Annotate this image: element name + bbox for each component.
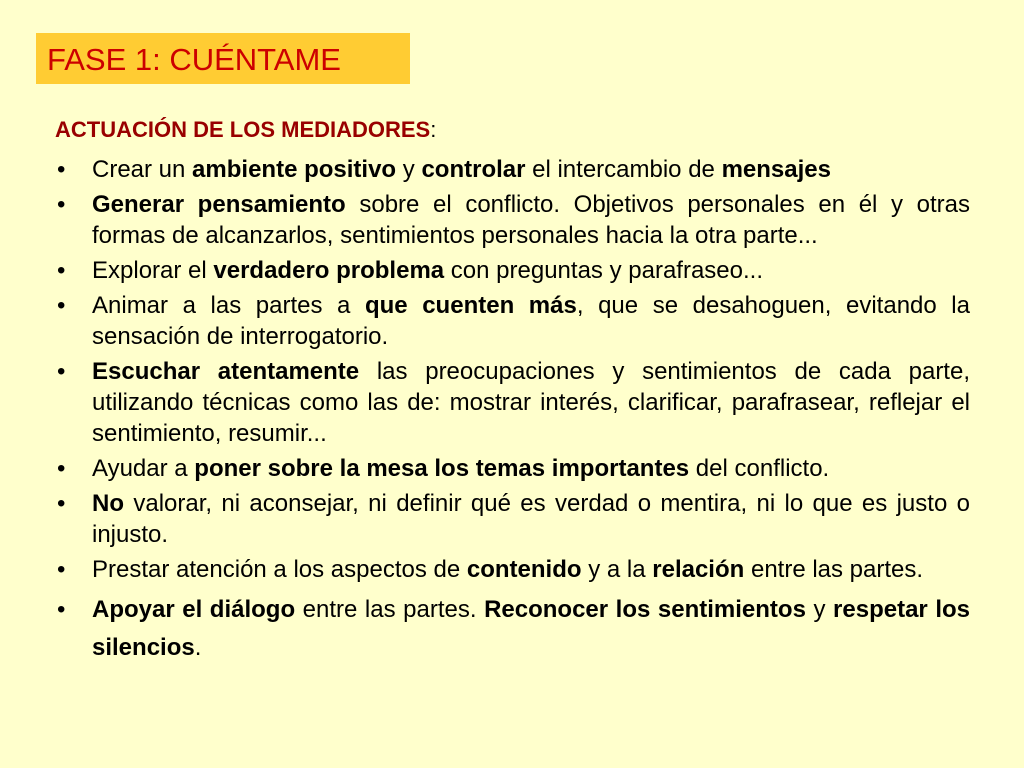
bullet-list xyxy=(55,154,970,671)
list-item xyxy=(55,255,970,286)
text: el intercambio de xyxy=(525,156,722,183)
bullet-marker: • xyxy=(57,596,66,623)
section-heading-colon: : xyxy=(430,117,437,142)
bold-text: ambiente positivo xyxy=(192,156,397,183)
bold-text: mensajes xyxy=(721,156,831,183)
section-heading-text: ACTUACIÓN DE LOS MEDIADORES xyxy=(55,117,431,142)
bullet-marker: • xyxy=(57,556,66,583)
list-item xyxy=(55,554,970,585)
text: y a la xyxy=(581,556,653,583)
bold-text: poner sobre la mesa los temas importantes xyxy=(194,455,690,482)
bold-text: contenido xyxy=(466,556,582,583)
section-heading xyxy=(55,117,436,143)
text: entre las partes. xyxy=(744,556,924,583)
text: . xyxy=(194,634,202,661)
text: y xyxy=(805,596,834,623)
text: las preocupaciones y sentimientos de cada parte, utilizando técnicas como las de: mostrar interés, clarificar, parafrasear, reflejar el sentimiento, resumir... xyxy=(92,358,970,447)
text: valorar, ni aconsejar, ni definir qué es verdad o mentira, ni lo que es justo o injusto. xyxy=(92,490,970,548)
bullet-marker: • xyxy=(57,455,66,482)
bold-text: Reconocer los sentimientos xyxy=(484,596,806,623)
text: Explorar el xyxy=(92,257,214,284)
text: entre las partes. xyxy=(295,596,485,623)
bullet-marker: • xyxy=(57,156,66,183)
bold-text: respetar los silencios xyxy=(92,596,970,661)
text: sobre el conflicto. Objetivos personales en él y otras formas de alcanzarlos, sentimientos personales hacia la otra parte... xyxy=(92,191,971,249)
list-item xyxy=(55,189,970,251)
bullet-marker: • xyxy=(57,490,66,517)
bold-text: Escuchar atentamente xyxy=(92,358,360,385)
bullet-marker: • xyxy=(57,292,66,319)
bold-text: verdadero problema xyxy=(213,257,445,284)
bullet-marker: • xyxy=(57,358,66,385)
text: , que se desahoguen, evitando la sensación de interrogatorio. xyxy=(92,292,970,350)
text: Crear un xyxy=(92,156,193,183)
text: Prestar atención a los aspectos de xyxy=(92,556,467,583)
bold-text: controlar xyxy=(421,156,526,183)
slide-title: FASE 1: CUÉNTAME xyxy=(36,33,410,84)
text: Ayudar a xyxy=(92,455,195,482)
list-item xyxy=(55,356,970,449)
bold-text: No xyxy=(92,490,124,517)
bold-text: que cuenten más xyxy=(364,292,577,319)
list-item xyxy=(55,453,970,484)
bullet-marker: • xyxy=(57,191,66,218)
text: con preguntas y parafraseo... xyxy=(444,257,763,284)
text: del conflicto. xyxy=(689,455,830,482)
bold-text: Generar pensamiento xyxy=(92,191,346,218)
list-item xyxy=(55,488,970,550)
list-item xyxy=(55,154,970,185)
bold-text: relación xyxy=(652,556,745,583)
text: Animar a las partes a xyxy=(92,292,365,319)
bullet-marker: • xyxy=(57,257,66,284)
bold-text: Apoyar el diálogo xyxy=(92,596,296,623)
list-item xyxy=(55,290,970,352)
text: y xyxy=(396,156,422,183)
list-item xyxy=(55,591,970,667)
